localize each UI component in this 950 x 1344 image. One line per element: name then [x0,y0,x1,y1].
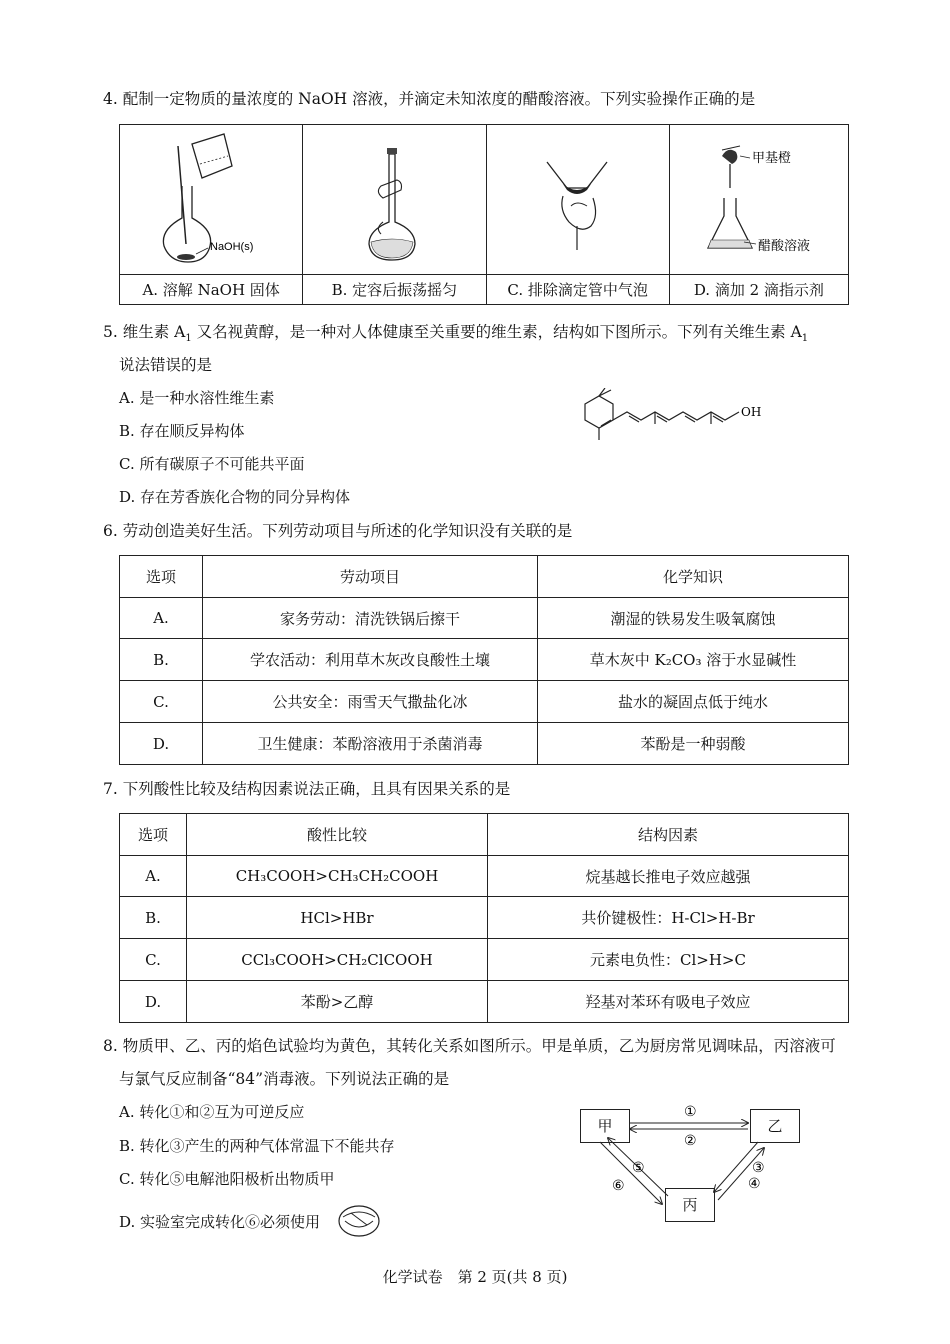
q4-option-a: A. 溶解 NaOH 固体 [120,275,303,305]
q6-table [119,555,849,765]
q4-fig-d [669,125,848,275]
table-cell: 卫生健康：苯酚溶液用于杀菌消毒 [203,723,538,765]
arrow-label-5: ⑤ [632,1160,645,1176]
table-cell: B. [120,639,203,681]
arrow-label-2: ② [684,1133,697,1149]
q6-header-knowledge: 化学知识 [538,556,849,598]
q5-option-d: D. 存在芳香族化合物的同分异构体 [119,488,351,506]
naoh-label: NaOH(s) [210,240,254,253]
dropper-indicator-icon [670,126,846,274]
q7-header-factor: 结构因素 [488,814,849,856]
q8-option-a: A. 转化①和②互为可逆反应 [119,1103,305,1121]
q5-stem-line1: 5. 维生素 $A_1$ 又名视黄醇，是一种对人体健康至关重要的维生素，结构如下图所示。下列有关维生素 $A_1$ [103,323,809,345]
q5-stem-line2: 说法错误的是 [119,356,213,374]
table-cell: 羟基对苯环有吸电子效应 [488,981,849,1023]
flask-shaking-icon [303,126,483,274]
q4-stem: 4. 配制一定物质的量浓度的 NaOH 溶液，并滴定未知浓度的醋酸溶液。下列实验操作正确的是 [103,90,756,108]
table-cell: 烷基越长推电子效应越强 [488,856,849,897]
q4-figure-table [119,124,849,305]
q8-stem-line1: 8. 物质甲、乙、丙的焰色试验均为黄色，其转化关系如图所示。甲是单质，乙为厨房常见调味品，丙溶液可 [103,1037,836,1055]
table-cell: A. [120,856,187,897]
table-cell: 苯酚>乙醇 [187,981,488,1023]
table-cell: 家务劳动：清洗铁锅后擦干 [203,598,538,639]
table-cell: B. [120,897,187,939]
q6-header-option: 选项 [120,556,203,598]
node-yi: 乙 [750,1109,800,1143]
arrow-label-1: ① [684,1104,697,1120]
arrow-label-4: ④ [748,1176,761,1192]
q7-header-acidity: 酸性比较 [187,814,488,856]
q4-option-d: D. 滴加 2 滴指示剂 [669,275,848,305]
q5-option-b: B. 存在顺反异构体 [119,422,245,440]
node-bing: 丙 [665,1188,715,1222]
table-cell: 学农活动：利用草木灰改良酸性土壤 [203,639,538,681]
q8-stem-line2: 与氯气反应制备“84”消毒液。下列说法正确的是 [119,1070,450,1088]
table-cell: 共价键极性：H-Cl>H-Br [488,897,849,939]
q6-header-labor: 劳动项目 [203,556,538,598]
arrow-label-3: ③ [752,1160,765,1176]
table-cell: CH₃COOH>CH₃CH₂COOH [187,856,488,897]
table-cell: C. [120,939,187,981]
evaporating-dish-icon [337,1203,381,1239]
table-cell: 盐水的凝固点低于纯水 [538,681,849,723]
q7-table [119,813,849,1023]
conversion-arrows [580,1100,800,1220]
q8-option-d: D. 实验室完成转化⑥必须使用 [119,1213,321,1231]
table-cell: D. [120,723,203,765]
indicator-label: 甲基橙 [751,150,791,166]
flask-dissolving-icon [120,126,300,274]
q5-option-a: A. 是一种水溶性维生素 [119,389,275,407]
table-cell: 元素电负性：Cl>H>C [488,939,849,981]
node-jia: 甲 [580,1109,630,1143]
q8-option-c: C. 转化⑤电解池阳极析出物质甲 [119,1170,335,1188]
table-cell: CCl₃COOH>CH₂ClCOOH [187,939,488,981]
q6-stem: 6. 劳动创造美好生活。下列劳动项目与所述的化学知识没有关联的是 [103,522,573,540]
q7-header-option: 选项 [120,814,187,856]
q8-option-b: B. 转化③产生的两种气体常温下不能共存 [119,1137,395,1155]
table-cell: HCl>HBr [187,897,488,939]
q4-option-b: B. 定容后振荡摇匀 [303,275,486,305]
q7-stem: 7. 下列酸性比较及结构因素说法正确，且具有因果关系的是 [103,780,511,798]
table-cell: A. [120,598,203,639]
table-cell: 公共安全：雨雪天气撒盐化冰 [203,681,538,723]
table-cell: 潮湿的铁易发生吸氧腐蚀 [538,598,849,639]
q4-fig-a [120,125,303,275]
retinol-structure [575,388,775,448]
q5-option-c: C. 所有碳原子不可能共平面 [119,455,305,473]
page-footer: 化学试卷 第 2 页(共 8 页) [382,1268,568,1286]
burette-bubble-icon [487,126,667,274]
q4-fig-c [486,125,669,275]
table-cell: 苯酚是一种弱酸 [538,723,849,765]
q4-fig-b [303,125,486,275]
table-cell: 草木灰中 K₂CO₃ 溶于水显碱性 [538,639,849,681]
acid-solution-label: 醋酸溶液 [757,238,810,254]
table-cell: C. [120,681,203,723]
oh-label: OH [741,405,762,419]
table-cell: D. [120,981,187,1023]
q4-option-c: C. 排除滴定管中气泡 [486,275,669,305]
arrow-label-6: ⑥ [612,1178,625,1194]
